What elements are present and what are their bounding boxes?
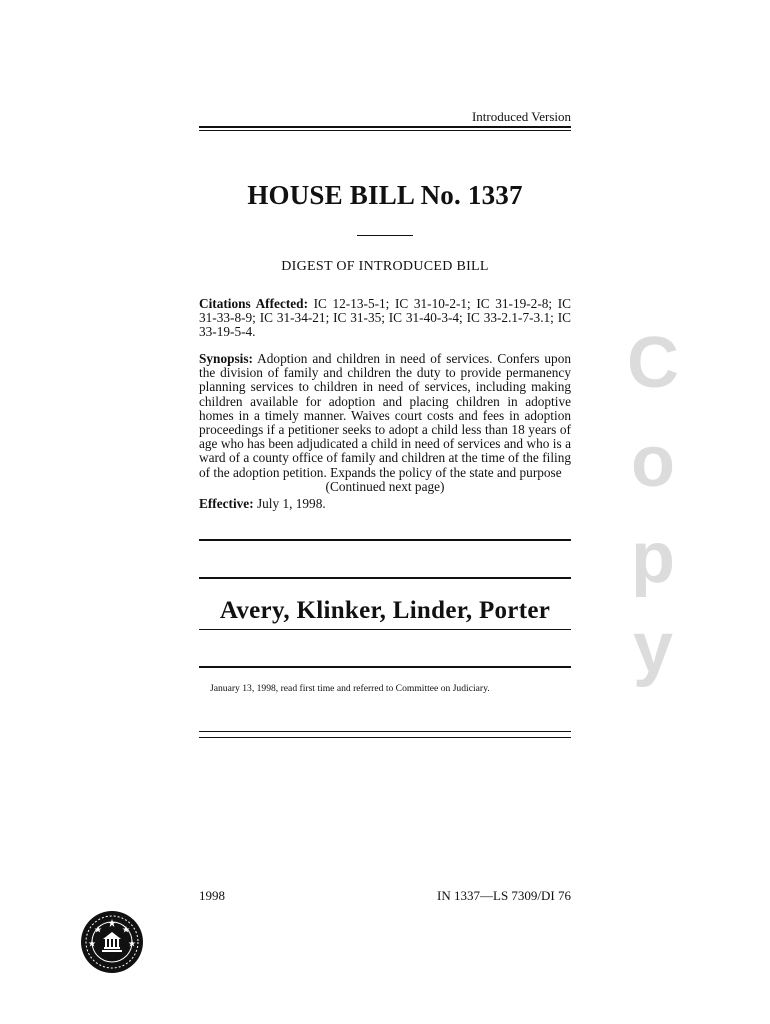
separator-rule-2	[199, 577, 571, 579]
version-label: Introduced Version	[471, 109, 571, 124]
citations-label: Citations Affected:	[199, 296, 308, 311]
title-divider	[357, 235, 413, 236]
footer-year: 1998	[199, 888, 225, 903]
watermark-letter-o: o	[631, 422, 675, 502]
state-seal-icon	[80, 910, 144, 974]
sponsors-names: Avery, Klinker, Linder, Porter	[219, 597, 551, 624]
footer-doc-id: IN 1337—LS 7309/DI 76	[437, 888, 571, 903]
digest-heading: DIGEST OF INTRODUCED BILL	[281, 259, 489, 274]
synopsis-paragraph	[199, 352, 571, 494]
bottom-rule-1	[199, 731, 571, 732]
sponsors-underline	[199, 629, 571, 630]
bill-history: January 13, 1998, read first time and referred to Committee on Judiciary.	[210, 683, 490, 694]
watermark-letter-y: y	[632, 608, 674, 688]
separator-rule-3	[199, 666, 571, 668]
citations-text: IC 12-13-5-1; IC 31-10-2-1; IC 31-19-2-8; IC 31-33-8-9; IC 31-34-21; IC 31-35; IC 31-40-3-4; IC 33-2.1-7-3.1; IC 33-19-5-4.	[199, 296, 571, 340]
watermark-letter-p: p	[631, 518, 675, 598]
bill-title: HOUSE BILL No. 1337	[247, 180, 523, 210]
bottom-rule-2	[199, 737, 571, 738]
effective-text: July 1, 1998.	[256, 496, 326, 511]
effective-label: Effective:	[199, 496, 254, 511]
synopsis-text: Adoption and children in need of services. Confers upon the division of family and children the duty to provide permanency planning services to children in need of services, including making children available for adoption and placing children in adoptive homes in a timely manner. Waives court costs and fees in adoption proceedings if a petitioner seeks to adopt a child less than 18 years of age who has been adjudicated a child in need of services and who is a ward of a county office of family and children at the time of the filing of the adoption petition. Expands the policy of the state and purpose	[199, 351, 571, 480]
header-rule-thick	[199, 126, 571, 128]
synopsis-label: Synopsis:	[199, 351, 253, 366]
effective-paragraph	[199, 497, 571, 511]
citations-paragraph	[199, 297, 571, 340]
header-rule-thin	[199, 130, 571, 131]
continued-note: (Continued next page)	[325, 478, 445, 494]
separator-rule-1	[199, 539, 571, 541]
watermark-letter-c: C	[627, 323, 679, 403]
